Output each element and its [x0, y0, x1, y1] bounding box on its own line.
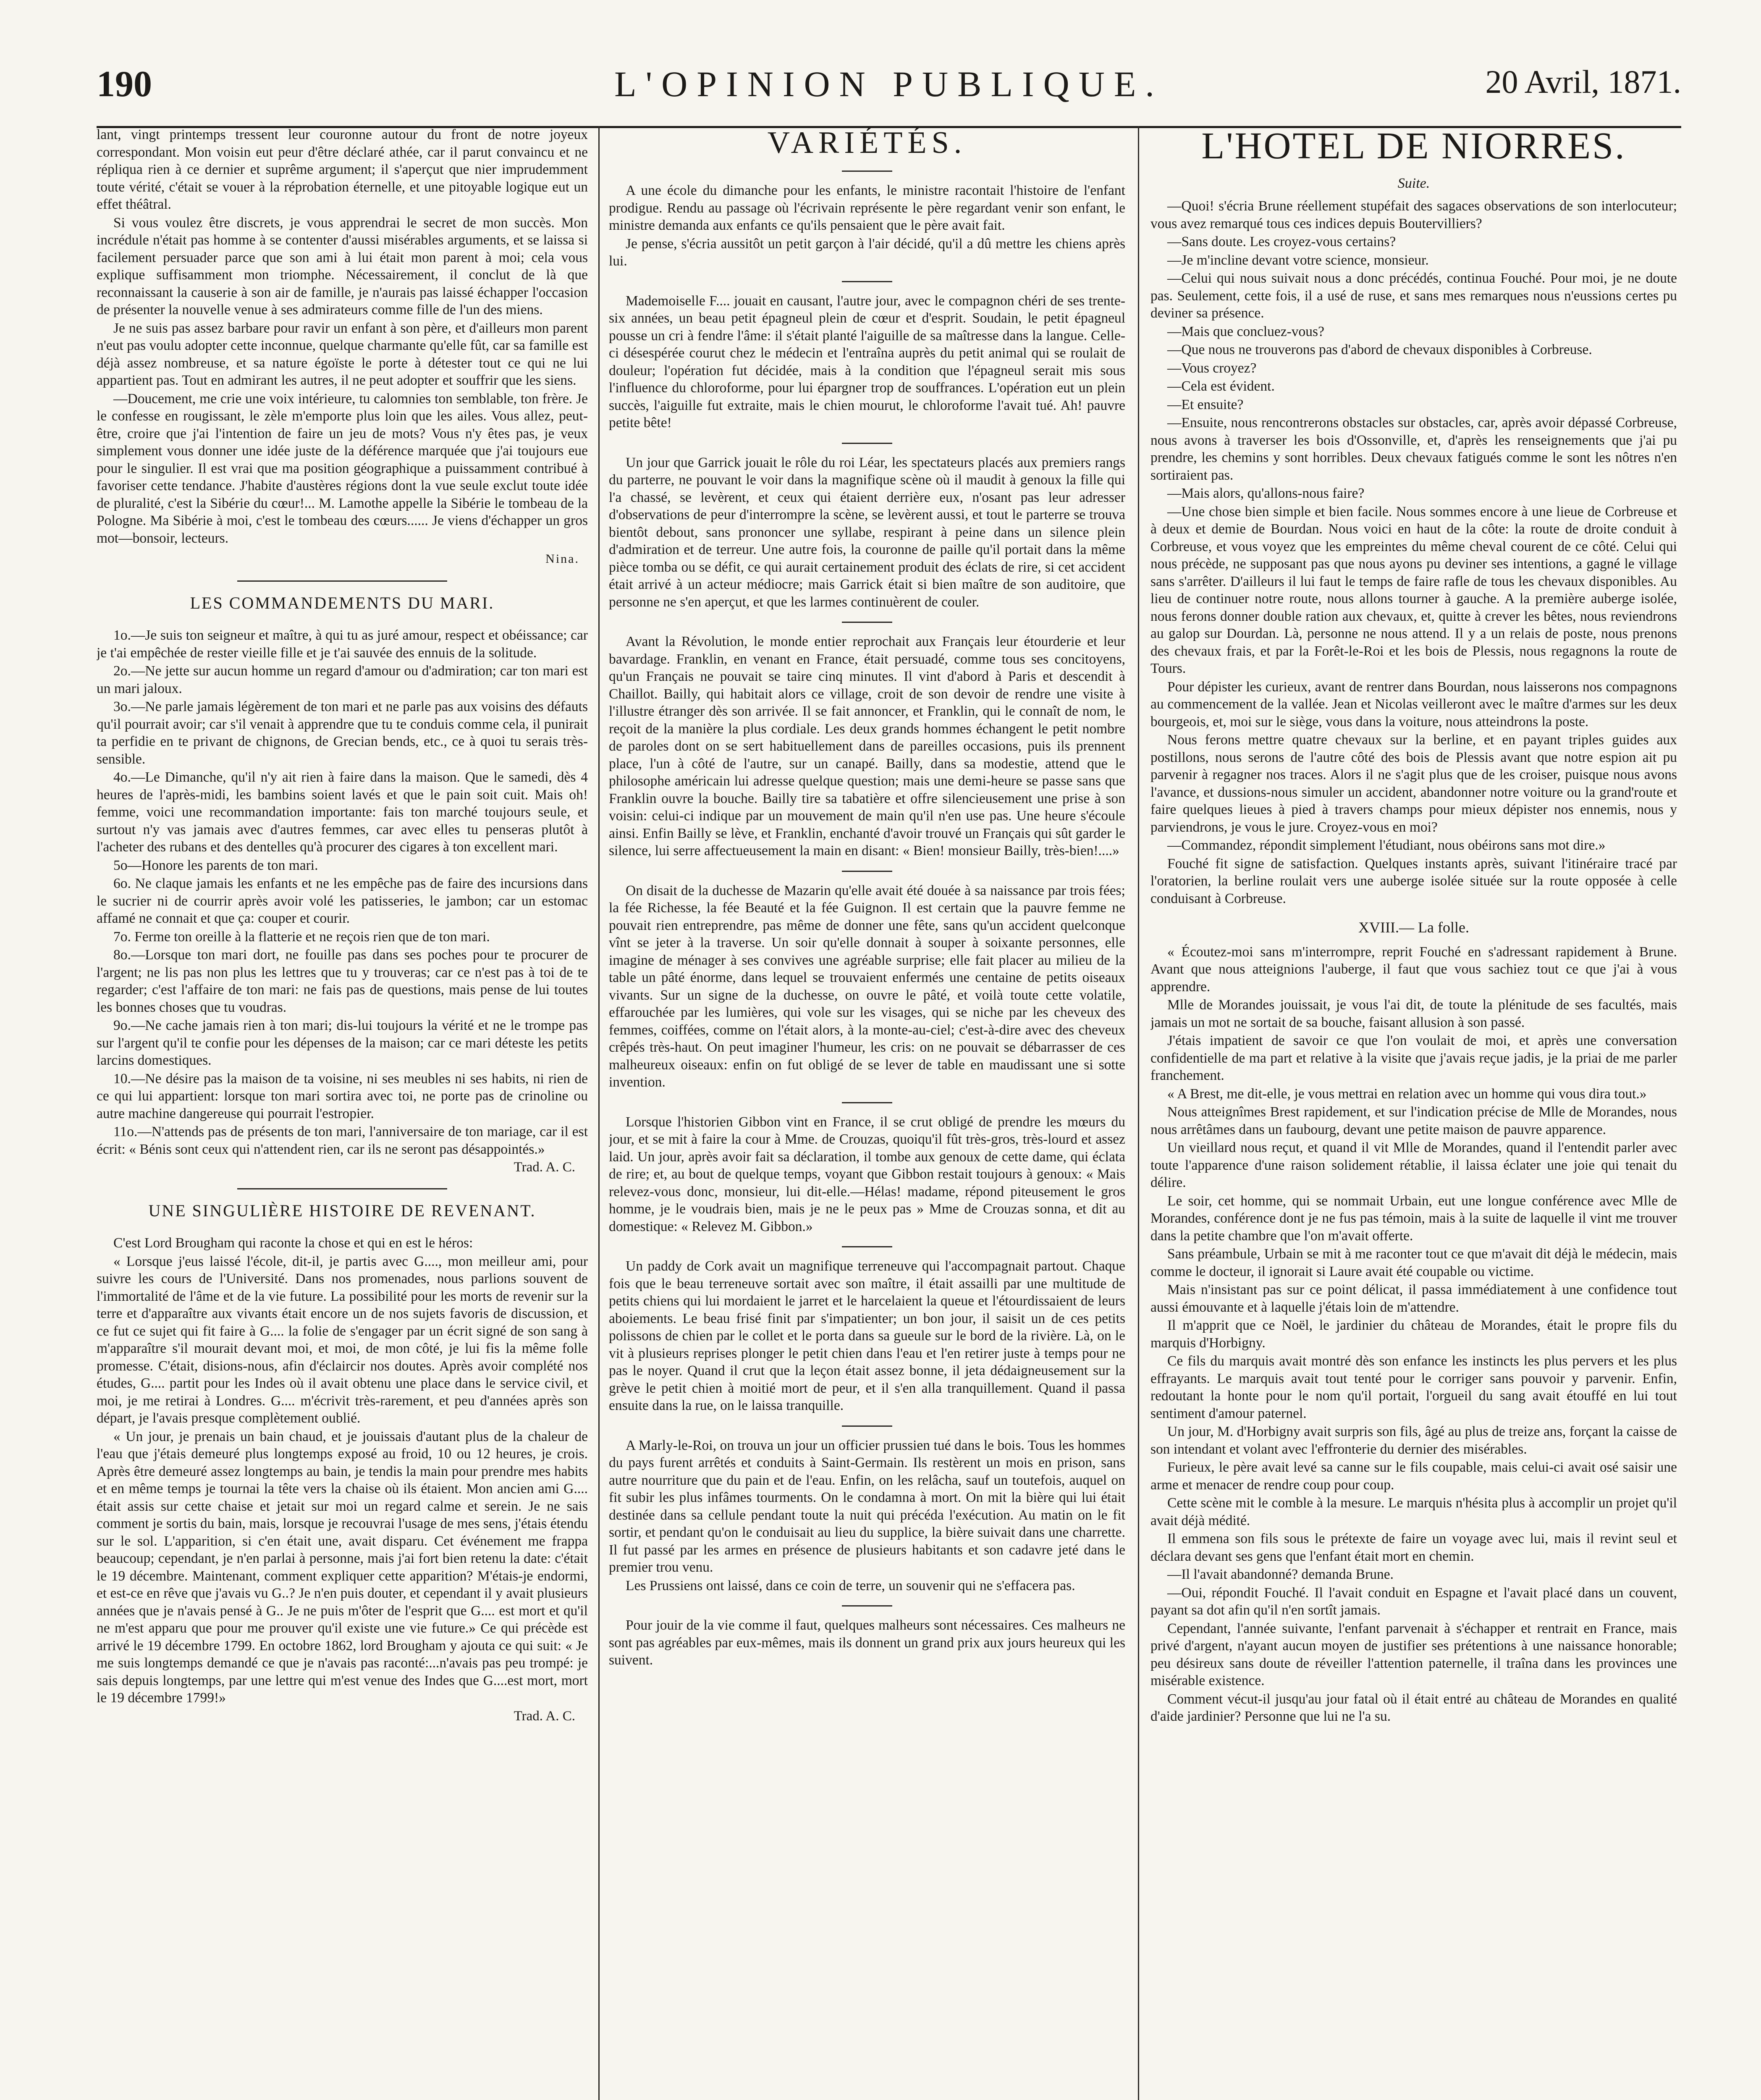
paragraph: Cette scène mit le comble à la mesure. Le marquis n'hésita plus à accomplir un projet qu'il avait déjà médité.: [1150, 1495, 1677, 1528]
paragraph: Lorsque l'historien Gibbon vint en France, il se crut obligé de prendre les mœurs du jour, et se mit à faire la cour à Mme. de Crouzas, quoiqu'il fût très-gros, très-lourd et assez laid. Un jour, après avoir fait sa déclaration, il tombe aux genoux de cette dame, qui éclata de rire; et, au bout de quelque temps, voyant que Gibbon restait toujours à genoux: « Mais relevez-vous donc, monsieur, lui dit-elle.—Hélas! madame, répond piteusement le gros homme, je le voudrais bien, mais je ne le peux pas » Mme de Crouzas sonna, et dit au domestique: « Relevez M. Gibbon.»: [609, 1114, 1125, 1234]
paragraph: 8o.—Lorsque ton mari dort, ne fouille pas dans ses poches pour te procurer de l'argent; ne lis pas non plus les lettres que tu y trouveras; car ce n'est pas à toi de te regarder; c'est l'affaire de ton mari: ne fais pas de questions, mais pense de lui toutes les bonnes choses que tu voudras.: [97, 947, 588, 1015]
serial-title: L'HOTEL DE NIORRES.: [1201, 126, 1626, 167]
paragraph: —Oui, répondit Fouché. Il l'avait conduit en Espagne et l'avait placé dans un couvent, payant sa dot afin qu'il n'en sortît jamais.: [1150, 1585, 1677, 1618]
paragraph: lant, vingt printemps tressent leur couronne autour du front de notre joyeux correspondant. Mon voisin eut peur d'être déclaré athée, car il parut convaincu et ne répliqua rien à ce dernier et suprême argument; il s'aperçut que nier imprudemment toute vérité, c'était se vouer à la réprobation éternelle, et une pitoyable logique eut un effet théâtral.: [97, 127, 588, 212]
signature: Trad. A. C.: [514, 1160, 575, 1175]
chapter-heading: XVIII.— La folle.: [1358, 919, 1469, 936]
paragraph: « A Brest, me dit-elle, je vous mettrai en relation avec un homme qui vous dira tout.»: [1167, 1086, 1647, 1102]
paragraph: 2o.—Ne jette sur aucun homme un regard d'amour ou d'admiration; car ton mari est un mari jaloux.: [97, 663, 588, 696]
paragraph: —Cela est évident.: [1167, 378, 1275, 394]
column-rule: [1138, 126, 1139, 2100]
paragraph: J'étais impatient de savoir ce que l'on voulait de moi, et après une conversation confidentielle de ma part et relative à la visite que j'avais reçue jadis, je la priai de me parler franchement.: [1150, 1033, 1677, 1083]
paragraph: —Mais alors, qu'allons-nous faire?: [1167, 486, 1365, 501]
paragraph: On disait de la duchesse de Mazarin qu'elle avait été douée à sa naissance par trois fées; la fée Richesse, la fée Beauté et la fée Guignon. Il est certain que la pauvre femme ne pouvait rien entreprendre, pas même de donner une fête, sans qu'un accident quelconque vînt se jeter à la traverse. Un soir qu'elle donnait à souper à soixante personnes, elle imagine de ménager à ses convives une agréable surprise; elle fait placer au milieu de la table un pâté énorme, dans lequel se trouvaient enfermés une centaine de petits oiseaux vivants. Sur un signe de la duchesse, on ouvre le pâté, et voilà toute cette volatile, effarouchée par les lumières, qui vole sur les visages, qui se niche par les cheveux des femmes, coiffées, comme on l'était alors, à la monte-au-ciel; c'est-à-dire avec des cheveux crêpés très-haut. On peut imaginer l'humeur, les cris: on ne pouvait se débarrasser de ces malheureux oiseaux: enfin on fut obligé de se lever de table en maudissant une si sotte invention.: [609, 882, 1125, 1090]
paragraph: 7o. Ferme ton oreille à la flatterie et ne reçois rien que de ton mari.: [113, 929, 490, 945]
serial-subtitle: Suite.: [1397, 176, 1430, 191]
paragraph: —Il l'avait abandonné? demanda Brune.: [1167, 1567, 1394, 1582]
section-heading: LES COMMANDEMENTS DU MARI.: [190, 593, 495, 612]
section-divider: [842, 443, 892, 444]
paragraph: Sans préambule, Urbain se mit à me raconter tout ce que m'avait dit déjà le médecin, mais comme le docteur, il ignorait si Laure avait été coupable ou victime.: [1150, 1246, 1677, 1279]
paragraph: A Marly-le-Roi, on trouva un jour un officier prussien tué dans le bois. Tous les hommes du pays furent arrêtés et conduits à Saint-Germain. Ils restèrent un mois en prison, sans autre nourriture que du pain et de l'eau. Enfin, on les relâcha, sauf un toutefois, auquel on fit subir les plus infâmes tourments. On le condamna à mort. On mit la bière qui lui était destinée dans sa cellule pendant toute la nuit qui précéda l'exécution. Au matin on le fit sortir, et pendant qu'on le conduisait au lieu du supplice, la bière suivait dans une charrette. Il fut passé par les armes en présence de plusieurs habitants et son cadavre jeté dans le premier trou venu.: [609, 1437, 1125, 1575]
paragraph: —Commandez, répondit simplement l'étudiant, nous obéirons sans mot dire.»: [1167, 837, 1606, 853]
paragraph: 1o.—Je suis ton seigneur et maître, à qui tu as juré amour, respect et obéissance; car je t'ai empêchée de rester vieille fille et je t'ai sauvée des ennuis de la solitude.: [97, 627, 588, 661]
paragraph: Nous atteignîmes Brest rapidement, et sur l'indication précise de Mlle de Morandes, nous nous arrêtâmes dans un faubourg, devant une petite maison de pauvre apparence.: [1150, 1104, 1677, 1137]
paragraph: Un paddy de Cork avait un magnifique terreneuve qui l'accompagnait partout. Chaque fois que le beau terreneuve sortait avec son maître, il était assailli par une multitude de petits chiens qui lui mordaient le jarret et le harcelaient la queue et l'étourdissaient de leurs aboiements. Le beau frisé finit par s'impatienter; un bon jour, il saisit un de ces petits polissons de chien par le collet et le porta dans sa gueule sur le bord de la rivière. Là, on le vit à plusieurs reprises plonger le petit chien dans l'eau et l'en retirer juste à temps pour ne pas le noyer. Quand il crut que la leçon était assez bonne, il jeta dédaigneusement sur la grève le petit chien à moitié mort de peur, et il s'en alla tranquillement. Quand il passa ensuite dans la rue, on le laissa tranquille.: [609, 1258, 1125, 1413]
signature: Nina.: [545, 552, 579, 566]
paragraph: 5o—Honore les parents de ton mari.: [113, 857, 318, 873]
paragraph: 11o.—N'attends pas de présents de ton mari, l'anniversaire de ton mariage, car il est écrit: « Bénis sont ceux qui n'attendent rien, car ils ne seront pas désappointés.»: [97, 1124, 588, 1157]
paragraph: Un jour, M. d'Horbigny avait surpris son fils, âgé au plus de treize ans, forçant la caisse de son intendant et volant avec l'effronterie du dernier des misérables.: [1150, 1424, 1677, 1457]
paragraph: Nous ferons mettre quatre chevaux sur la berline, et en payant triples guides aux postillons, nous serons de l'autre côté des bois de Plessis avant que notre espion ait pu parvenir à regagner nos traces. Alors il ne s'agit plus que de les croiser, puisque nous avons l'avance, et dussions-nous simuler un accident, abandonner notre voiture ou la grand'route et faire quelques lieues à pied à travers champs pour mieux dépister nos ennemis, nous y parviendrons, je vous le jure. Croyez-vous en moi?: [1150, 732, 1677, 835]
paragraph: Pour dépister les curieux, avant de rentrer dans Bourdan, nous laisserons nos compagnons au commencement de la vallée. Jean et Nicolas veilleront avec le maître d'armes sur les deux bourgeois, et, moi sur le siège, vous dans la voiture, nous atteindrons la poste.: [1150, 679, 1677, 730]
paragraph: C'est Lord Brougham qui raconte la chose et qui en est le héros:: [113, 1235, 473, 1251]
paragraph: Pour jouir de la vie comme il faut, quelques malheurs sont nécessaires. Ces malheurs ne sont pas agréables par eux-mêmes, mais ils donnent un grand prix aux jours heureux qui les suivent.: [609, 1617, 1125, 1668]
section-heading: UNE SINGULIÈRE HISTOIRE DE REVENANT.: [148, 1201, 536, 1220]
paragraph: Fouché fit signe de satisfaction. Quelques instants après, suivant l'itinéraire tracé par l'oratorien, la berline roulait vers une auberge isolée située sur la route opposée à celle conduisant à Corbreuse.: [1150, 856, 1677, 906]
paragraph: —Doucement, me crie une voix intérieure, tu calomnies ton semblable, ton frère. Je le confesse en rougissant, le zèle m'emporte plus loin que les ailes. Vous allez, peut-être, croire que j'ai l'intention de faire un jeu de mots? Vous n'y êtes pas, je veux simplement vous donner une idée juste de la déférence marquée que j'ai toujours eue pour le singulier. Il est vrai que ma position géographique a puissamment contribué à favoriser cette tendance. J'habite d'austères régions dont la vue seule exclut toute idée de pluralité, c'est la Sibérie du cœur!... M. Lamothe appelle la Sibérie le tombeau de la Pologne. Ma Sibérie à moi, c'est le tombeau des cœurs...... Je viens d'échapper un gros mot—bonsoir, lecteurs.: [97, 391, 588, 546]
column-left: [97, 126, 588, 2100]
paragraph: 3o.—Ne parle jamais légèrement de ton mari et ne parle pas aux voisins des défauts qu'il pourrait avoir; car s'il venait à apprendre que tu te conduis comme cela, il punirait ta perfidie en te privant de chignons, de Grecian bends, etc., ce à quoi tu serais très-sensible.: [97, 699, 588, 767]
section-divider: [842, 281, 892, 282]
paragraph: Furieux, le père avait levé sa canne sur le fils coupable, mais celui-ci avait osé saisir une arme et menacer de rendre coup pour coup.: [1150, 1460, 1677, 1493]
paragraph: —Sans doute. Les croyez-vous certains?: [1167, 234, 1396, 249]
paragraph: Il emmena son fils sous le prétexte de faire un voyage avec lui, mais il revint seul et déclara devant ses gens que l'enfant était mort en chemin.: [1150, 1531, 1677, 1564]
paragraph: « Écoutez-moi sans m'interrompre, reprit Fouché en s'adressant rapidement à Brune. Avant que nous atteignions l'auberge, il faut que vous sachiez tout ce que j'ai à vous apprendre.: [1150, 944, 1677, 995]
paragraph: 6o. Ne claque jamais les enfants et ne les empêche pas de faire des incursions dans le sucrier ni de courrir après avoir volé les patisseries, le jambon; car un estomac affamé ne connait et que ça: couper et courir.: [97, 876, 588, 926]
signature: Trad. A. C.: [514, 1708, 575, 1724]
paragraph: —Ensuite, nous rencontrerons obstacles sur obstacles, car, après avoir dépassé Corbreuse, nous avons à traverser les bois d'Ossonville, et, d'après les renseignements que j'ai pu prendre, les chemins y sont horribles. Deux chevaux fatigués comme le sont les nôtres n'en sortiraient pas.: [1150, 415, 1677, 483]
paragraph: Mais n'insistant pas sur ce point délicat, il passa immédiatement à une confidence tout aussi émouvante et à laquelle j'étais loin de m'attendre.: [1150, 1282, 1677, 1315]
masthead: [97, 63, 1681, 128]
section-divider: [237, 1188, 447, 1189]
paragraph: —Vous croyez?: [1167, 360, 1257, 376]
page-number: 190: [97, 64, 152, 105]
paragraph: —Une chose bien simple et bien facile. Nous sommes encore à une lieue de Corbreuse et à deux et demie de Bourdan. Nous voici en haut de la côte: la route de droite conduit à Corbreuse, et vous voyez que les empreintes du même cheval courent de ce côté. Celui qui nous précède, ne supposant pas que nous ayons pu deviner ses intentions, a gagné le village sans s'arrêter. D'ailleurs il lui faut le temps de faire rafle de tous les chevaux disponibles. Au lieu de continuer notre route, nous allons tourner à gauche. A la première auberge isolée, nous ferons donner double ration aux chevaux, et, quitte à crever les bêtes, nous reviendrons au galop sur Dourdan. Là, personne ne nous attend. Il y a un relais de poste, nous prenons des chevaux frais, et par la Forêt-le-Roi et les bois de Plessis, nous regagnons la route de Tours.: [1150, 504, 1677, 676]
paragraph: A une école du dimanche pour les enfants, le ministre racontait l'histoire de l'enfant prodigue. Rendu au passage où l'écrivain représente le père regardant venir son enfant, le ministre demanda aux enfants ce qu'ils pensaient que le père avait fait.: [609, 183, 1125, 233]
section-divider: [237, 580, 447, 582]
section-divider: [842, 1102, 892, 1103]
paragraph: Si vous voulez être discrets, je vous apprendrai le secret de mon succès. Mon incrédule n'était pas homme à se contenter d'aussi misérables arguments, et se laissa si facilement persuader parce que son ami à lui était mon parent à moi; cela vous explique suffisamment mon triomphe. Nécessairement, il conclut de là que reconnaissant la causerie à son air de famille, je n'aurais pas laissé échapper l'occasion de présenter la nouvelle venue à ses admirateurs comme fille de l'un des miens.: [97, 215, 588, 318]
paragraph: Mlle de Morandes jouissait, je vous l'ai dit, de toute la plénitude de ses facultés, mais jamais un mot ne sortait de sa bouche, faisant allusion à son passé.: [1150, 997, 1677, 1030]
columns: [97, 126, 1681, 2100]
paragraph: Je ne suis pas assez barbare pour ravir un enfant à son père, et d'ailleurs mon parent n'eut pas voulu adopter cette inconnue, quelque charmante qu'elle fût, car sa famille est déjà assez nombreuse, et sa nature égoïste le porte à détester tout ce qui ne lui appartient pas. Tout en admirant les autres, il ne peut adopter et souffrir que les siens.: [97, 320, 588, 388]
section-divider: [842, 871, 892, 872]
paragraph: Un vieillard nous reçut, et quand il vit Mlle de Morandes, quand il l'entendit parler avec toute l'apparence d'une raison solidement rétablie, il laissa éclater une joie qui tenait du délire.: [1150, 1140, 1677, 1190]
paragraph: Avant la Révolution, le monde entier reprochait aux Français leur étourderie et leur bavardage. Franklin, en venant en France, était persuadé, comme tous ses concitoyens, qu'un Français ne pouvait se taire cinq minutes. Il vint d'abord à Paris et descendit à Chaillot. Bailly, qui habitait alors ce village, croit de son devoir de rendre une visite à l'illustre étranger dès son arrivée. Il se fait annoncer, et Franklin, qui le connaît de nom, le reçoit de la manière la plus cordiale. Les deux grands hommes échangent le petit nombre de paroles dont on se sert habituellement dans de pareilles occasions, puis ils prennent place, l'un à côté de l'autre, sur un canapé. Bailly, dans sa modestie, attend que le philosophe américain lui adresse quelque question; mais une demi-heure se passe sans que Franklin ouvre la bouche. Bailly tire sa tabatière et offre silencieusement une prise à son voisin: celui-ci indique par un mouvement de main qu'il n'en use pas. Une heure s'écoule ainsi. Enfin Bailly se lève, et Franklin, enchanté d'avoir trouvé un Français qui sût garder le silence, lui serre affectueusement la main en disant: « Bien! monsieur Bailly, très-bien!....»: [609, 634, 1125, 858]
paragraph: Je pense, s'écria aussitôt un petit garçon à l'air décidé, qu'il a dû mettre les chiens après lui.: [609, 236, 1125, 269]
paragraph: Comment vécut-il jusqu'au jour fatal où il était entré au château de Morandes en qualité d'aide jardinier? Personne que lui ne l'a su.: [1150, 1691, 1677, 1724]
column-middle: [609, 126, 1125, 2100]
paragraph: Un jour que Garrick jouait le rôle du roi Léar, les spectateurs placés aux premiers rangs du parterre, ne pouvant le voir dans la magnifique scène où il maudit à genoux la fille qui l'a chassé, se levèrent, et ceux qui étaient derrière eux, n'osant pas leur adresser d'observations de peur d'interrompre la scène, se levèrent aussi, et tout le parterre se trouva bientôt debout, sans prononcer une syllabe, respirant à peine dans un silence plein d'admiration et de terreur. Une autre fois, la couronne de paille qu'il portait dans la même pièce tomba ou se défit, ce qui aurait certainement produit des éclats de rire, si cet accident était arrivé à un acteur médiocre; mais Garrick était si bien maître de son auditoire, que personne ne s'en aperçut, et que les larmes continuèrent de couler.: [609, 454, 1125, 610]
section-divider: [842, 1425, 892, 1427]
paragraph: —Quoi! s'écria Brune réellement stupéfait des sagaces observations de son interlocuteur; vous avez remarqué tous ces indices depuis Boutervilliers?: [1150, 198, 1677, 231]
paragraph: « Un jour, je prenais un bain chaud, et je jouissais d'autant plus de la chaleur de l'eau que j'étais demeuré plus longtemps exposé au froid, 10 ou 12 heures, je crois. Après être demeuré assez longtemps au bain, je tendis la main pour prendre mes habits et en même temps je tournai la tête vers la chaise où ils étaient. Mon ancien ami G.... était assis sur cette chaise et jetait sur moi un regard calme et serein. Je ne sais comment je sortis du bain, mais, lorsque je recouvrai l'usage de mes sens, j'étais étendu sur le sol. L'apparition, si c'en était une, avait disparu. Cet événement me frappa beaucoup; cependant, je n'en parlai à personne, mais j'ai fort bien retenu la date: c'était le 19 décembre. Maintenant, comment expliquer cette apparition? M'étais-je endormi, et est-ce en rêve que j'avais vu G..? Je n'en puis douter, et cependant il y avait plusieurs années que je n'avais pensé à G.. Je ne puis m'ôter de l'esprit que G.... est mort et qu'il ne m'est apparu que pour me prouver qu'il existe une vie future.» Ce qui précède est arrivé le 19 décembre 1799. En octobre 1862, lord Brougham y ajouta ce qui suit: « Je me suis longtemps demandé ce que je n'avais pas raconté:...n'avais pas peu trompé: je sais depuis longtemps, par une lettre qui m'est venue des Indes que G....est mort, mort le 19 décembre 1799!»: [97, 1428, 588, 1706]
section-divider: [842, 1246, 892, 1247]
newspaper-title: L'OPINION PUBLIQUE.: [614, 64, 1164, 104]
paragraph: Mademoiselle F.... jouait en causant, l'autre jour, avec le compagnon chéri de ses trente-six années, un beau petit épagneul plein de cœur et d'esprit. Soudain, le petit épagneul pousse un cri à fendre l'âme: il s'était planté l'aiguille de sa maîtresse dans la langue. Celle-ci désespérée courut chez le médecin et l'entraîna auprès du petit animal qui se roulait de douleur; l'opération fut décidée, mais à la condition que l'épagneul serait mis sous l'influence du chloroforme, pour lui épargner trop de souffrances. L'opération eut un plein succès, l'aiguille fut extraite, mais le chien mourut, le chloroforme l'avait tué. Ah! pauvre petite bête!: [609, 293, 1125, 430]
paragraph: 4o.—Le Dimanche, qu'il n'y ait rien à faire dans la maison. Que le samedi, dès 4 heures de l'après-midi, les bambins soient lavés et que le pain soit cuit. Mais oh! femme, voici une recommandation importante: fais ton marché toujours seule, et surtout n'y vas jamais avec d'autres femmes, car avec elles tu penseras plutôt à l'acheter des rubans et des dentelles qu'à procurer des cigares à ton excellent mari.: [97, 769, 588, 855]
paragraph: —Je m'incline devant votre science, monsieur.: [1167, 252, 1429, 268]
paragraph: « Lorsque j'eus laissé l'école, dit-il, je partis avec G...., mon meilleur ami, pour suivre les cours de l'Université. Dans nos promenades, nous parlions souvent de l'immortalité de l'âme et de la vie future. La possibilité pour les morts de revenir sur la terre et d'apparaître aux vivants était encore un de nos sujets favoris de discussion, et ce fut ce sujet qui fit faire à G.... la folie de s'engager par un écrit signé de son sang à m'apparaître s'il mourait devant moi, et moi, de mon côté, je lui fis la même folle promesse. C'était, disions-nous, afin d'éclaircir nos doutes. Après avoir complété nos études, G.... partit pour les Indes où il avait obtenu une place dans le service civil, et moi, je me retirai à Londres. G.... m'écrivit très-rarement, et peu d'années après son départ, je l'avais presque complètement oublié.: [97, 1253, 588, 1426]
column-rule: [598, 126, 600, 2100]
paragraph: Il m'apprit que ce Noël, le jardinier du château de Morandes, était le propre fils du marquis d'Horbigny.: [1150, 1318, 1677, 1351]
paragraph: —Et ensuite?: [1167, 396, 1244, 412]
section-divider: [842, 1605, 892, 1606]
paragraph: Les Prussiens ont laissé, dans ce coin de terre, un souvenir qui ne s'effacera pas.: [626, 1578, 1075, 1593]
section-divider: [842, 622, 892, 623]
issue-date: 20 Avril, 1871.: [1485, 63, 1681, 100]
paragraph: Le soir, cet homme, qui se nommait Urbain, eut une longue conférence avec Mlle de Morandes, conférence dont je ne fus pas témoin, mais à la suite de laquelle il vint me trouver dans la petite chambre que l'on m'avait offerte.: [1150, 1193, 1677, 1244]
paragraph: Cependant, l'année suivante, l'enfant parvenait à s'échapper et rentrait en France, mais privé d'argent, n'ayant aucun moyen de justifier ses prétentions à une naissance honorable; peu désireux sans doute de réveiller l'attention paternelle, il traîna dans les provinces une misérable existence.: [1150, 1620, 1677, 1688]
paragraph: —Celui qui nous suivait nous a donc précédés, continua Fouché. Pour moi, je ne doute pas. Seulement, cette fois, il a usé de ruse, et sans mes remarques nous n'eussions certes pu deviner sa présence.: [1150, 270, 1677, 321]
paragraph: 9o.—Ne cache jamais rien à ton mari; dis-lui toujours la vérité et ne le trompe pas sur l'argent qu'il te confie pour les dépenses de la maison; car ce mari déteste les petits larcins domestiques.: [97, 1018, 588, 1068]
paragraph: 10.—Ne désire pas la maison de ta voisine, ni ses meubles ni ses habits, ni rien de ce qui lui appartient: lorsque ton mari sortira avec toi, ne porte pas de crinoline ou autre machine dangereuse qui pourrait l'estropier.: [97, 1071, 588, 1121]
column-right: [1150, 126, 1677, 2100]
section-heading: VARIÉTÉS.: [767, 126, 967, 160]
paragraph: Ce fils du marquis avait montré dès son enfance les instincts les plus pervers et les plus effrayants. Le marquis avait tout tenté pour le corriger sans pouvoir y parvenir. Enfin, redoutant la honte pour le nom qu'il portait, l'orgueil du sang avait étouffé en lui tout sentiment d'amour paternel.: [1150, 1353, 1677, 1421]
paragraph: —Mais que concluez-vous?: [1167, 323, 1324, 339]
section-divider: [842, 171, 892, 172]
paragraph: —Que nous ne trouverons pas d'abord de chevaux disponibles à Corbreuse.: [1167, 342, 1592, 357]
